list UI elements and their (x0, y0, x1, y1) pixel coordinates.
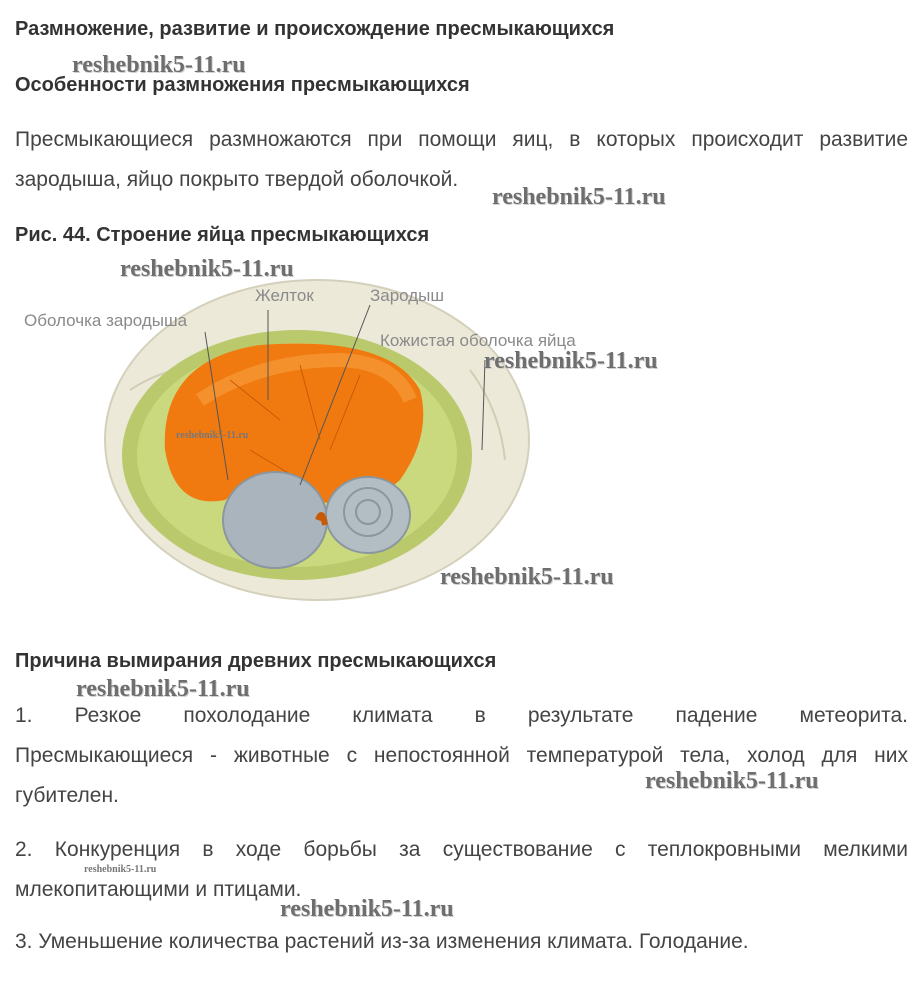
label-leathery-shell: Кожистая оболочка яйца (380, 331, 576, 350)
watermark: reshebnik5-11.ru (176, 430, 249, 441)
watermark: reshebnik5-11.ru (84, 864, 157, 875)
list-item: 2. Конкуренция в ходе борьбы за существование с теплокровными мелкими (15, 838, 908, 861)
paragraph-line: зародыша, яйцо покрыто твердой оболочкой. (15, 168, 459, 191)
list-item-cont: млекопитающими и птицами. (15, 878, 302, 901)
watermark: reshebnik5-11.ru (120, 256, 294, 282)
list-item: 3. Уменьшение количества растений из-за изменения климата. Голодание. (15, 930, 749, 953)
list-item-cont: Пресмыкающиеся - животные с непостоянной температурой тела, холод для них (15, 744, 908, 767)
embryo-head (223, 472, 327, 568)
figure-caption: Рис. 44. Строение яйца пресмыкающихся (15, 224, 430, 246)
paragraph-line: Пресмыкающиеся размножаются при помощи яиц, в которых происходит развитие (15, 128, 908, 151)
watermark: reshebnik5-11.ru (76, 676, 250, 702)
watermark: reshebnik5-11.ru (484, 348, 658, 374)
label-yolk: Желток (255, 286, 314, 305)
watermark: reshebnik5-11.ru (645, 768, 819, 794)
egg-structure-figure (0, 250, 923, 610)
section-heading-extinction: Причина вымирания древних пресмыкающихся (15, 650, 497, 672)
watermark: reshebnik5-11.ru (72, 52, 246, 78)
label-embryo: Зародыш (370, 286, 445, 305)
watermark: reshebnik5-11.ru (492, 184, 666, 210)
watermark: reshebnik5-11.ru (280, 896, 454, 922)
page-title: Размножение, развитие и происхождение пресмыкающихся (15, 18, 615, 40)
list-item-cont: губителен. (15, 784, 119, 807)
watermark: reshebnik5-11.ru (440, 564, 614, 590)
list-item: 1. Резкое похолодание климата в результате падение метеорита. (15, 704, 908, 727)
section-heading-reproduction: Особенности размножения пресмыкающихся (15, 74, 470, 96)
label-embryo-membrane: Оболочка зародыша (24, 311, 188, 330)
